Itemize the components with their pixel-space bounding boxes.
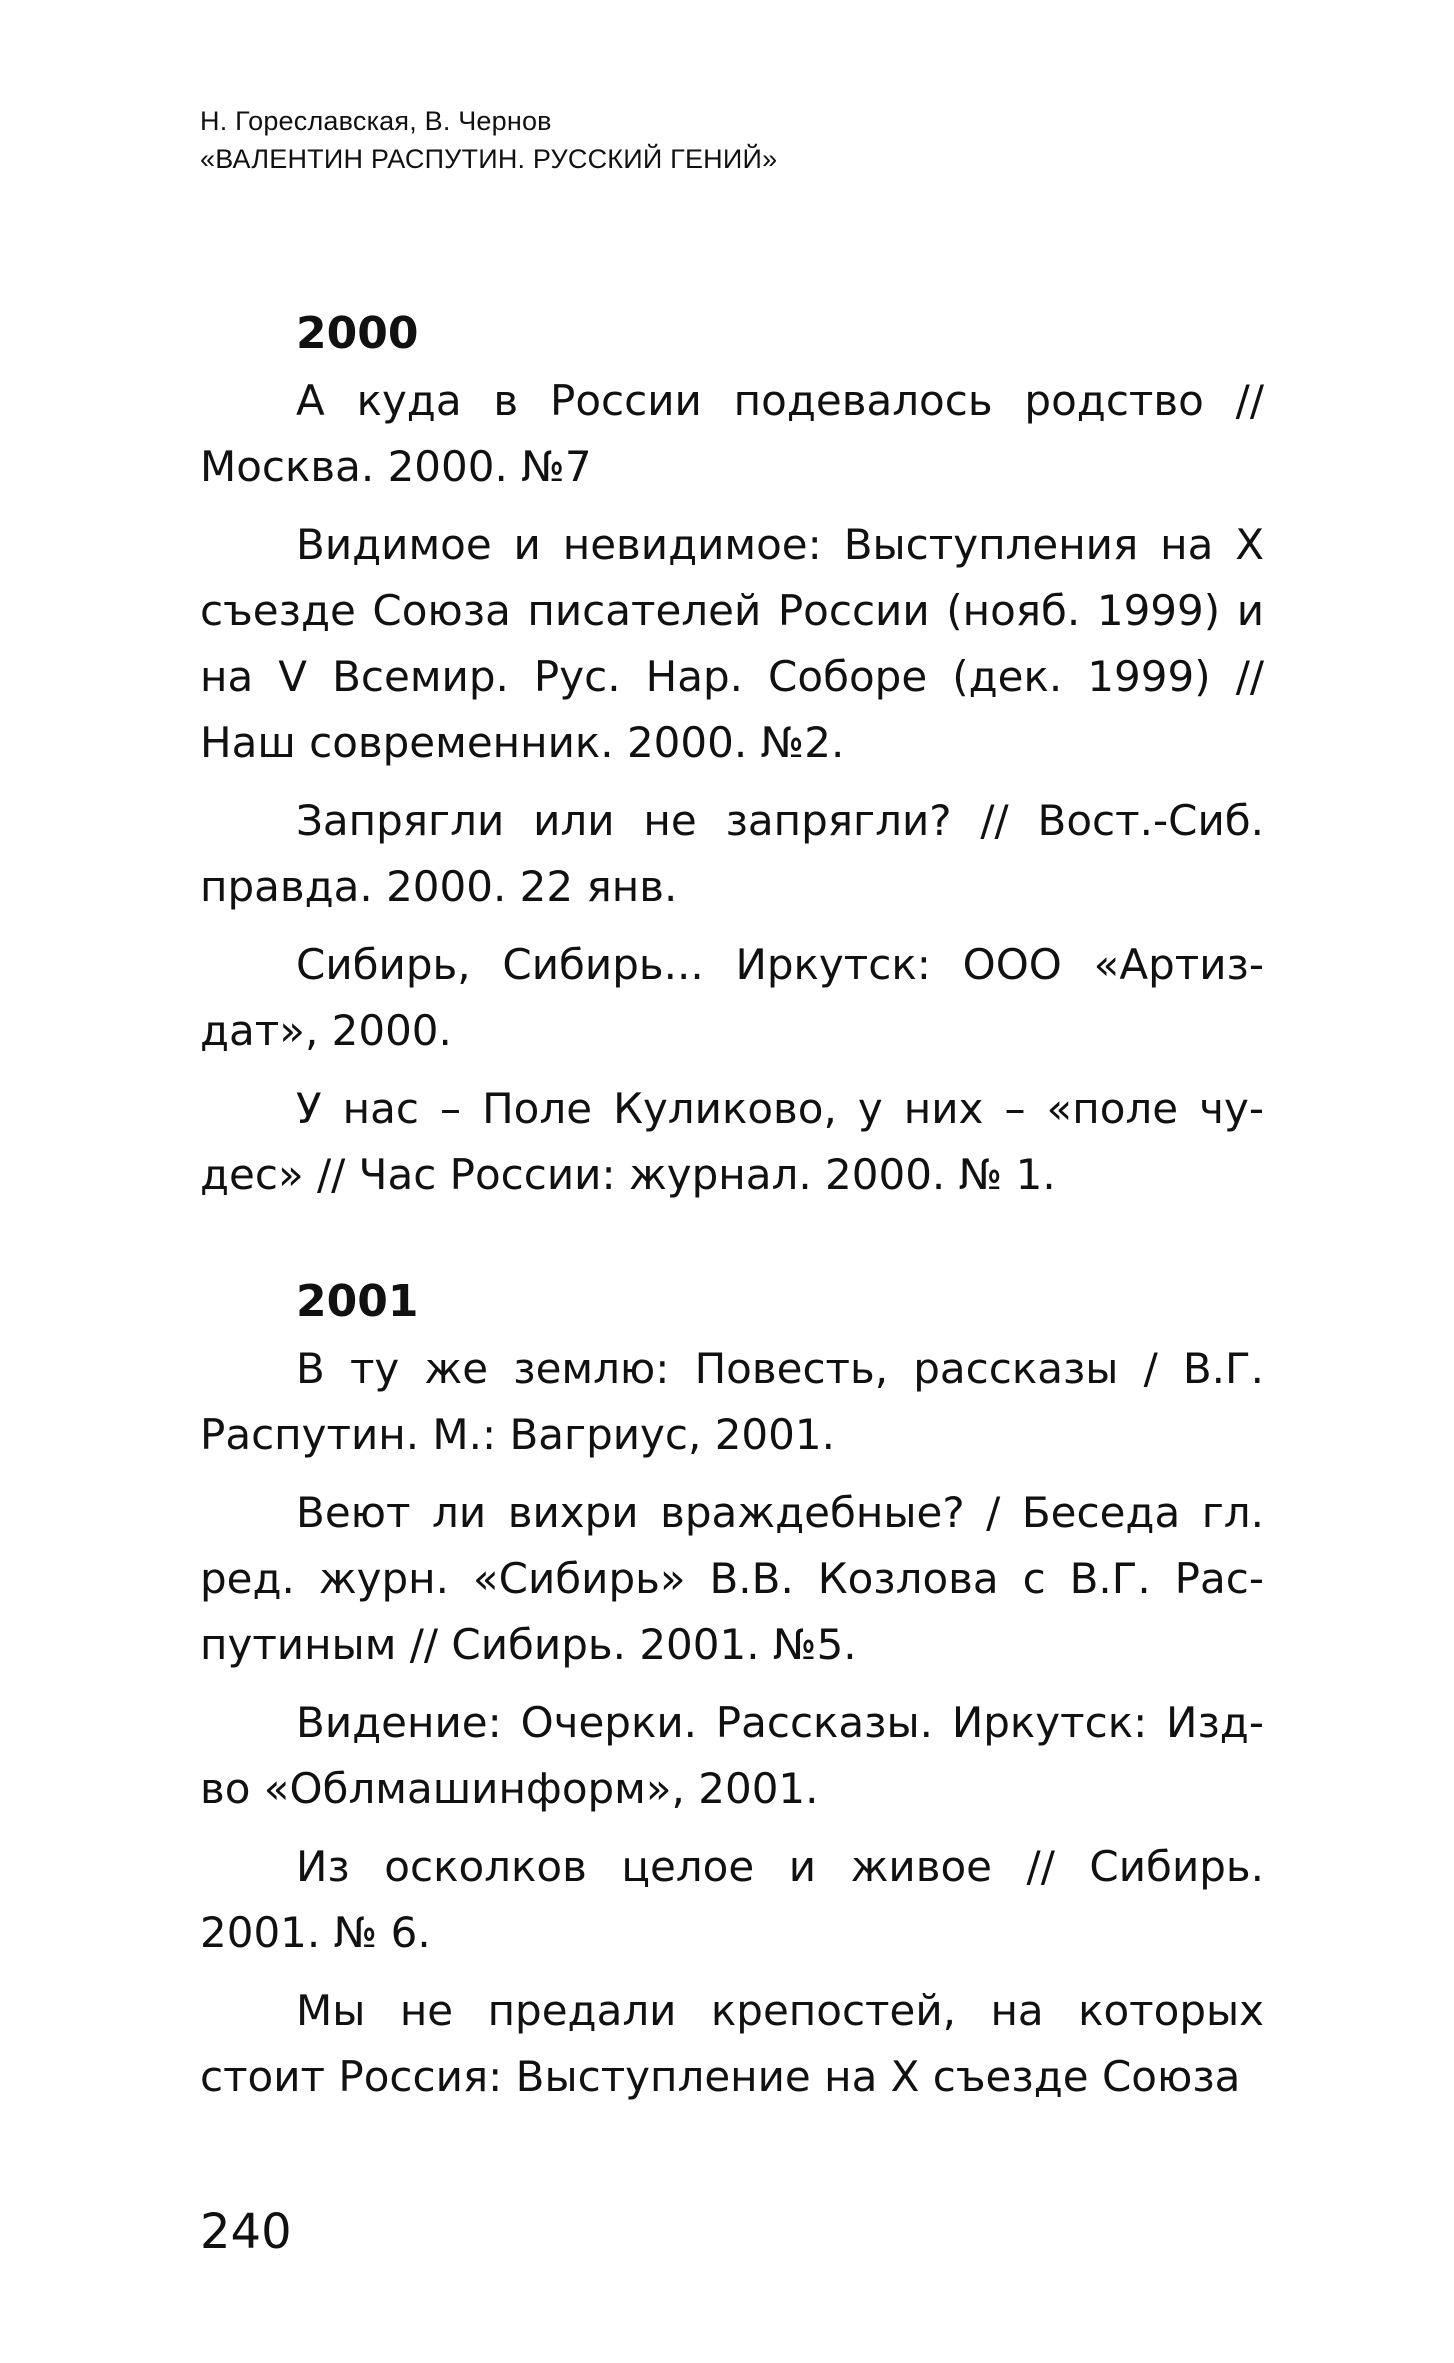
bibliography-content	[200, 306, 1264, 2176]
bibliography-entry: Веют ли вихри враждебные? / Беседа гл. ред. журн. «Сибирь» В.В. Козлова с В.Г. Распутиным // Сибирь. 2001. №5.	[200, 1488, 1264, 1669]
page-number: 240	[200, 2204, 292, 2260]
bibliography-entry: Сибирь, Сибирь... Иркутск: ООО «Артиздат», 2000.	[200, 940, 1264, 1055]
running-head-authors: Н. Гореславская, В. Чернов	[200, 106, 552, 136]
year-heading: 2000	[296, 308, 419, 359]
running-head	[200, 102, 777, 178]
year-section-2000	[200, 306, 1264, 1208]
year-section-2001	[200, 1274, 1264, 2110]
bibliography-entry: А куда в России подевалось родство // Москва. 2000. №7	[200, 376, 1264, 491]
bibliography-entry: В ту же землю: Повесть, рассказы / В.Г. Распутин. М.: Вагриус, 2001.	[200, 1344, 1264, 1459]
running-head-title: «ВАЛЕНТИН РАСПУТИН. РУССКИЙ ГЕНИЙ»	[200, 144, 778, 174]
bibliography-entry: Из осколков целое и живое // Сибирь. 2001. № 6.	[200, 1842, 1264, 1957]
bibliography-entry: Видимое и невидимое: Выступления на Х съезде Союза писателей России (нояб. 1999) и на V Всемир. Рус. Нар. Соборе (дек. 1999) // Наш современник. 2000. №2.	[200, 520, 1264, 767]
year-heading: 2001	[296, 1276, 419, 1327]
bibliography-entry: У нас – Поле Куликово, у них – «поле чудес» // Час России: журнал. 2000. № 1.	[200, 1084, 1264, 1199]
bibliography-entry: Видение: Очерки. Рассказы. Иркутск: Издво «Облмашинформ», 2001.	[200, 1698, 1264, 1813]
bibliography-entry: Запрягли или не запрягли? // Вост.-Сиб. правда. 2000. 22 янв.	[200, 796, 1264, 911]
bibliography-entry: Мы не предали крепостей, на которых стоит Россия: Выступление на Х съезде Союза	[200, 1986, 1264, 2101]
